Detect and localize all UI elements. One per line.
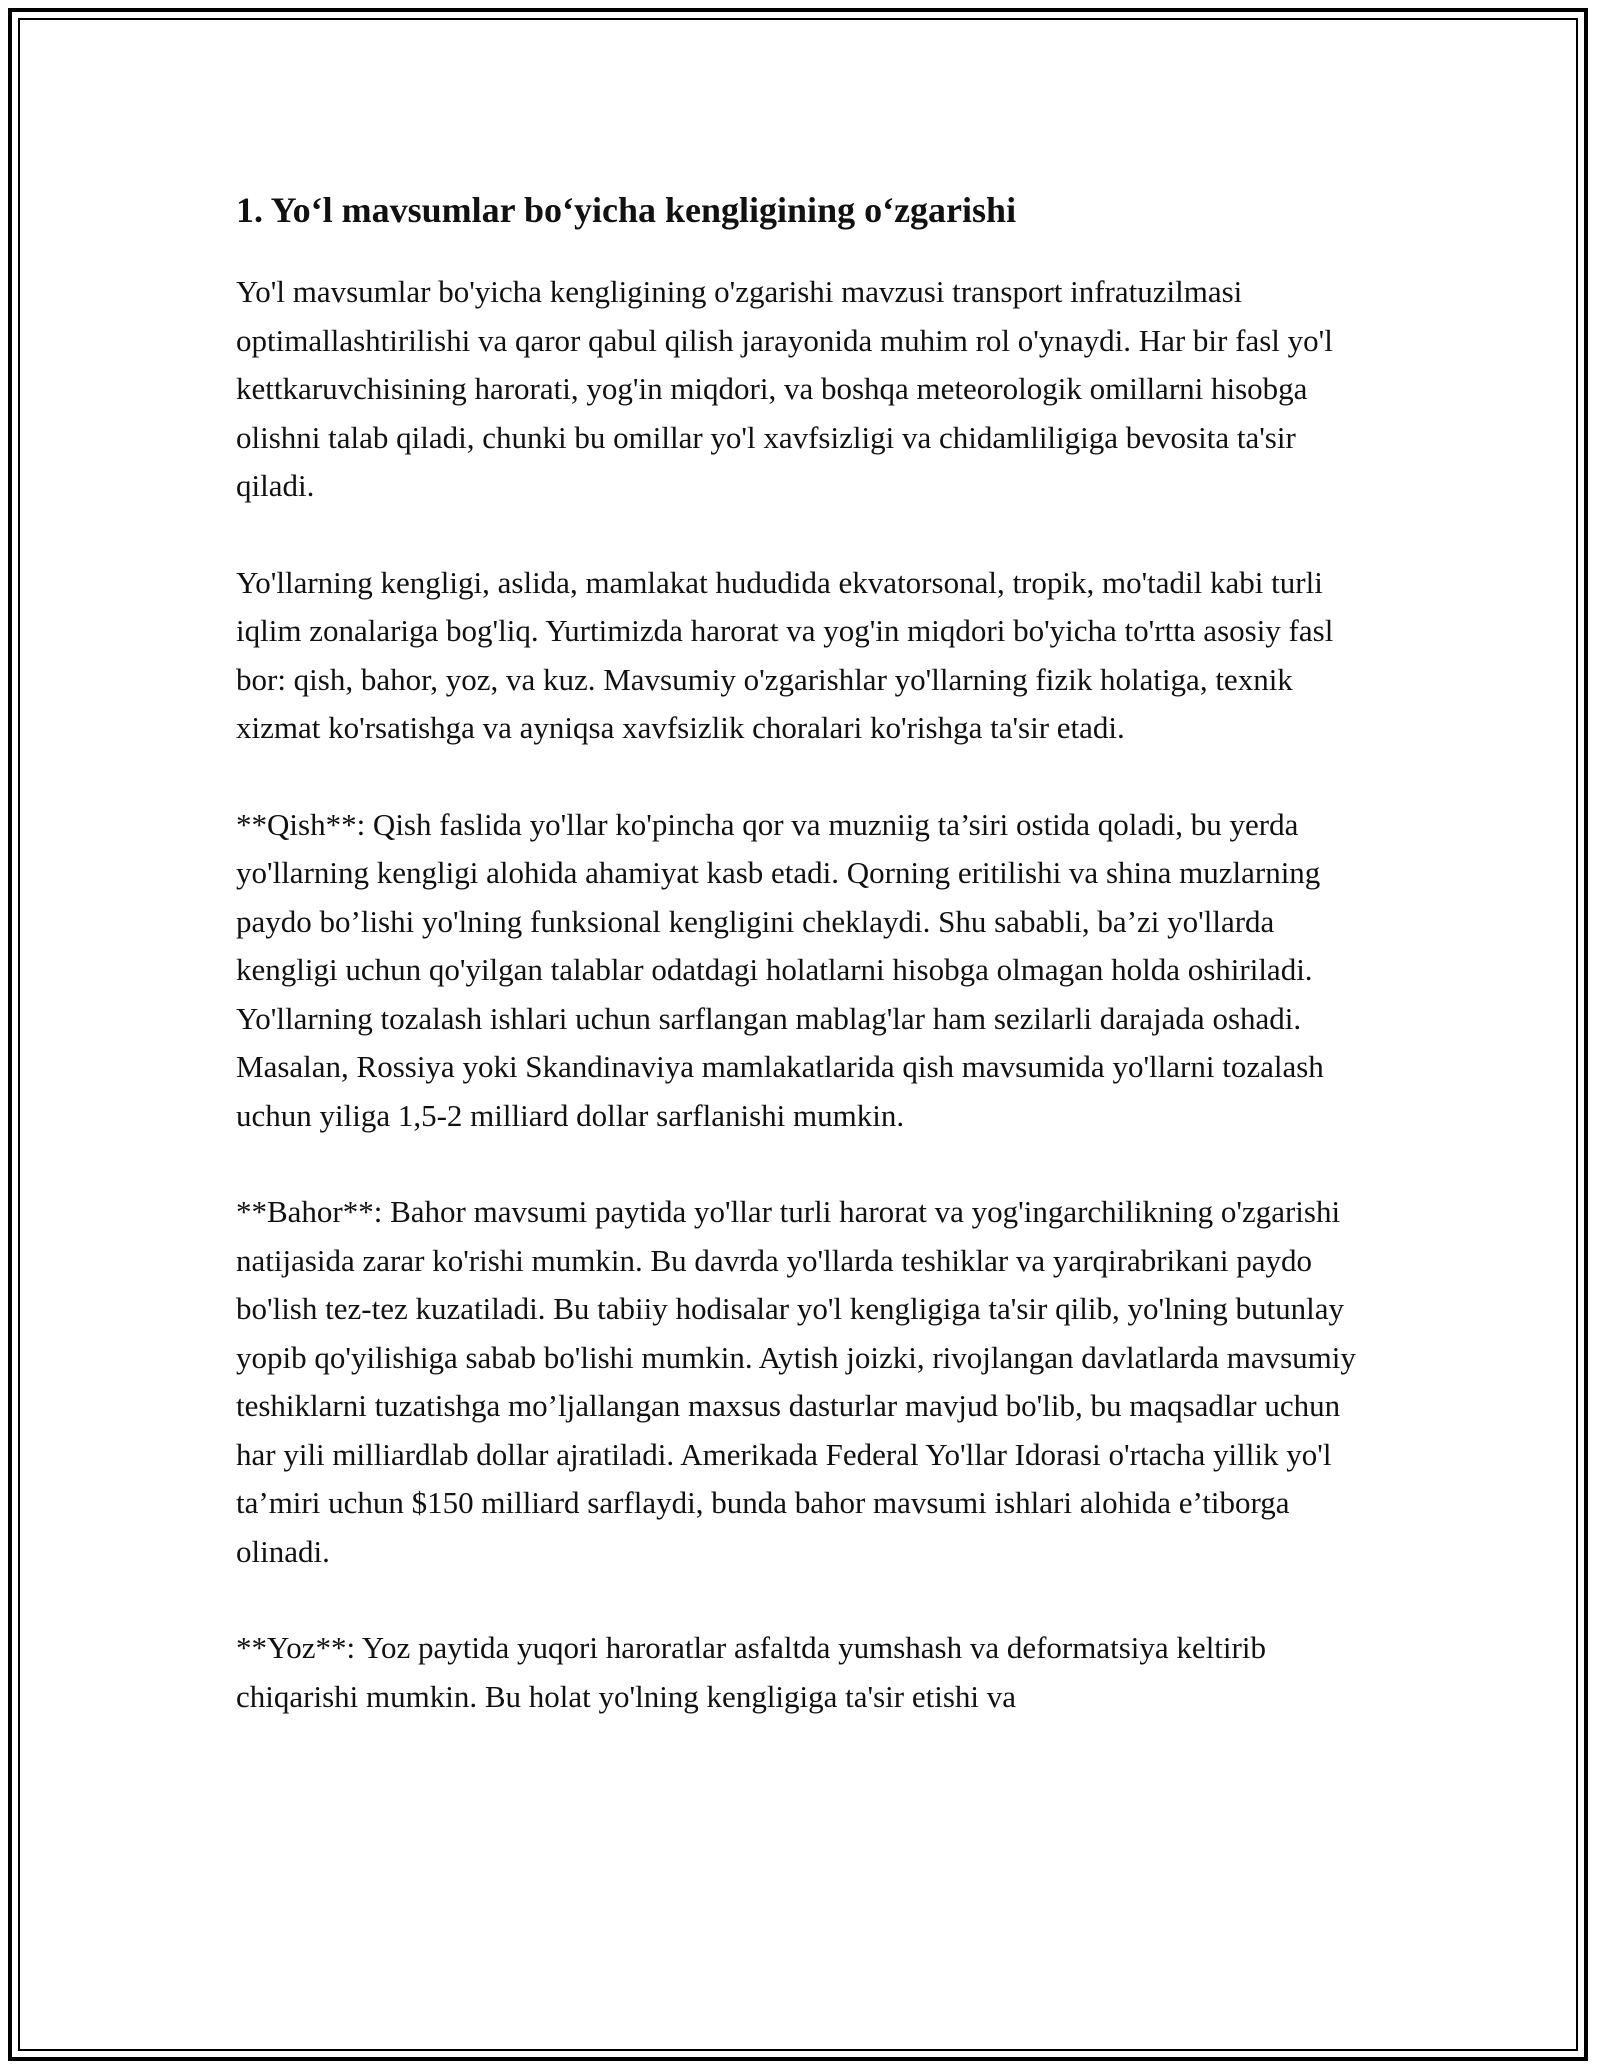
paragraph-climate-zones: Yo'llarning kengligi, aslida, mamlakat hududida ekvatorsonal, tropik, mo'tadil kabi turli iqlim zonalariga bog'liq. Yurtimizda harorat va yog'in miqdori bo'yicha to'rtta asosiy fasl bor: qish, bahor, yoz, va kuz. Mavsumiy o'zgarishlar yo'llarning fizik holatiga, texnik xizmat ko'rsatishga va ayniqsa xavfsizlik choralari ko'rishga ta'sir etadi. xyxy=(236,564,1334,745)
document-body xyxy=(236,186,1376,1721)
paragraph-summer: **Yoz**: Yoz paytida yuqori haroratlar asfaltda yumshash va deformatsiya keltirib chiqarishi mumkin. Bu holat yo'lning kengligiga ta'sir etishi va xyxy=(236,1630,1266,1714)
paragraph-winter: **Qish**: Qish faslida yo'llar ko'pincha qor va muzniig ta’siri ostida qoladi, bu yerda yo'llarning kengligi alohida ahamiyat kasb etadi. Qorning eritilishi va shina muzlarning paydo bo’lishi yo'lning funksional kengligini cheklaydi. Shu sababli, ba’zi yo'llarda kengligi uchun qo'yilgan talablar odatdagi holatlarni hisobga olmagan holda oshiriladi. Yo'llarning tozalash ishlari uchun sarflangan mablag'lar ham sezilarli darajada oshadi. Masalan, Rossiya yoki Skandinaviya mamlakatlarida qish mavsumida yo'llarni tozalash uchun yiliga 1,5-2 milliard dollar sarflanishi mumkin. xyxy=(236,806,1324,1133)
paragraph-intro: Yo'l mavsumlar bo'yicha kengligining o'zgarishi mavzusi transport infratuzilmasi optimallashtirilishi va qaror qabul qilish jarayonida muhim rol o'ynaydi. Har bir fasl yo'l kettkaruvchisining harorati, yog'in miqdori, va boshqa meteorologik omillarni hisobga olishni talab qiladi, chunki bu omillar yo'l xavfsizligi va chidamliligiga bevosita ta'sir qiladi. xyxy=(236,274,1333,503)
paragraph-spring: **Bahor**: Bahor mavsumi paytida yo'llar turli harorat va yog'ingarchilikning o'zgarishi natijasida zarar ko'rishi mumkin. Bu davrda yo'llarda teshiklar va yarqirabrikani paydo bo'lish tez-tez kuzatiladi. Bu tabiiy hodisalar yo'l kengligiga ta'sir qilib, yo'lning butunlay yopib qo'yilishiga sabab bo'lishi mumkin. Aytish joizki, rivojlangan davlatlarda mavsumiy teshiklarni tuzatishga mo’ljallangan maxsus dasturlar mavjud bo'lib, bu maqsadlar uchun har yili milliardlab dollar ajratiladi. Amerikada Federal Yo'llar Idorasi o'rtacha yillik yo'l ta’miri uchun $150 milliard sarflaydi, bunda bahor mavsumi ishlari alohida e’tiborga olinadi. xyxy=(236,1194,1356,1569)
section-heading: 1. Yo‘l mavsumlar bo‘yicha kengligining o‘zgarishi xyxy=(236,190,1017,230)
